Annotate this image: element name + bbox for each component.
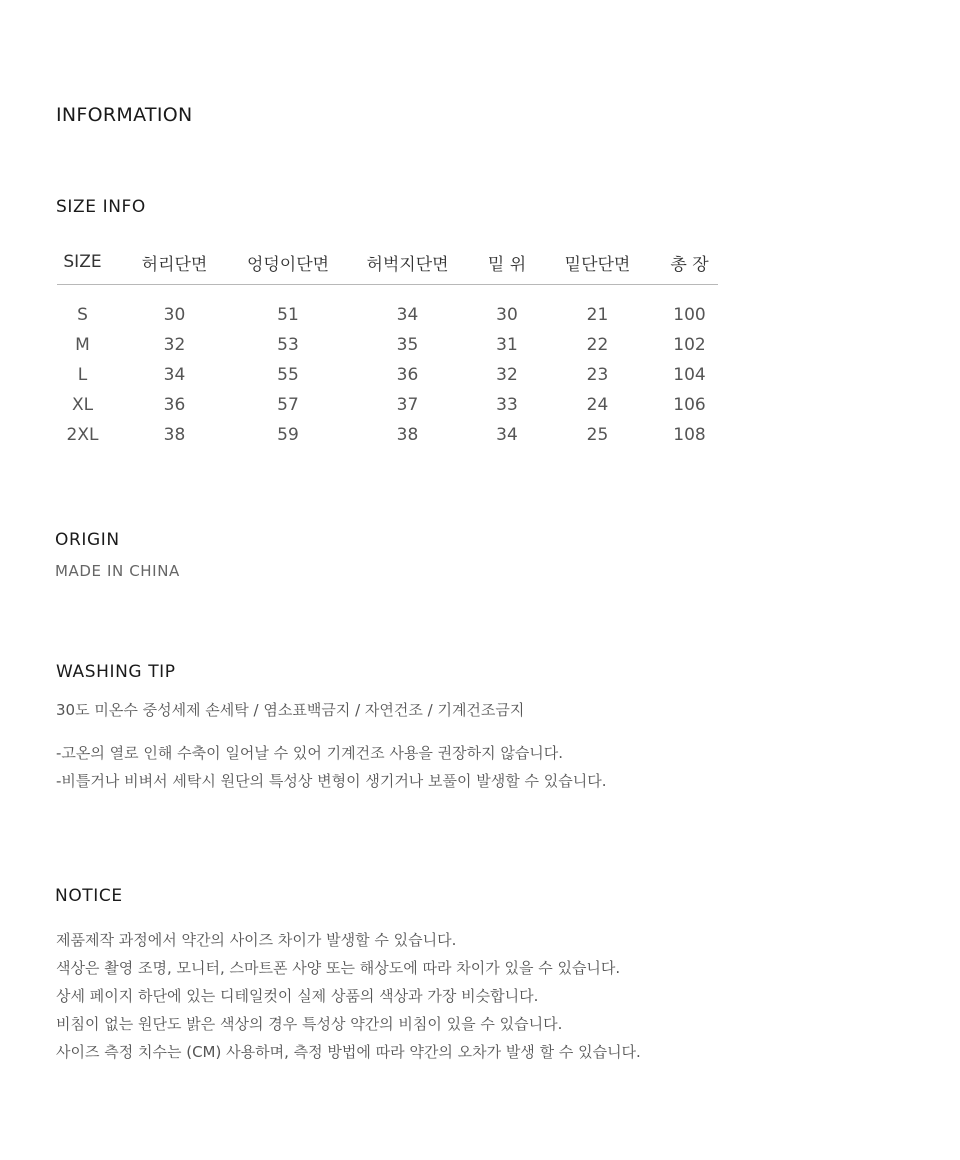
table-cell: 37 <box>396 395 419 415</box>
size-info-heading: SIZE INFO <box>56 197 146 217</box>
table-cell: L <box>77 365 88 385</box>
header-size: SIZE <box>57 240 108 285</box>
table-cell: 22 <box>586 335 609 355</box>
table-cell: 55 <box>277 365 299 385</box>
origin-heading: ORIGIN <box>55 530 120 550</box>
table-cell: 32 <box>496 365 518 385</box>
table-cell: 30 <box>163 305 186 325</box>
origin-text: MADE IN CHINA <box>55 562 180 580</box>
table-cell: 36 <box>396 365 419 385</box>
table-cell: 34 <box>396 305 419 325</box>
header-waist: 허리단면 <box>108 240 241 285</box>
table-cell: 38 <box>163 425 186 445</box>
table-cell: XL <box>71 395 94 415</box>
header-thigh: 허벅지단면 <box>335 240 480 285</box>
header-hip: 엉덩이단면 <box>241 240 335 285</box>
size-table-header-row <box>57 240 718 285</box>
table-row <box>57 420 718 450</box>
table-cell: 30 <box>496 305 518 325</box>
information-heading: INFORMATION <box>56 104 193 126</box>
table-cell: 59 <box>277 425 299 445</box>
table-row <box>57 300 718 330</box>
table-row <box>57 360 718 390</box>
table-cell: 104 <box>673 365 706 385</box>
washing-notes <box>56 743 607 799</box>
table-cell: 38 <box>396 425 419 445</box>
list-item: -고온의 열로 인해 수축이 일어날 수 있어 기계건조 사용을 권장하지 않습니다. <box>56 744 564 762</box>
table-cell: 57 <box>277 395 299 415</box>
table-cell: 35 <box>396 335 419 355</box>
table-cell: 33 <box>496 395 518 415</box>
table-cell: 36 <box>163 395 186 415</box>
table-cell: 108 <box>673 425 706 445</box>
table-cell: 24 <box>586 395 609 415</box>
table-cell: 21 <box>586 305 609 325</box>
list-item: 상세 페이지 하단에 있는 디테일컷이 실제 상품의 색상과 가장 비슷합니다. <box>56 987 539 1005</box>
list-item: 제품제작 과정에서 약간의 사이즈 차이가 발생할 수 있습니다. <box>56 931 457 949</box>
table-row <box>57 330 718 360</box>
table-cell: S <box>77 305 88 325</box>
size-table <box>57 240 718 450</box>
list-item: 색상은 촬영 조명, 모니터, 스마트폰 사양 또는 해상도에 따라 차이가 있을 수 있습니다. <box>56 959 621 977</box>
notice-list <box>56 930 641 1070</box>
header-rise: 밑 위 <box>480 240 534 285</box>
table-cell: 2XL <box>66 425 99 445</box>
washing-tip-heading: WASHING TIP <box>56 662 176 682</box>
table-cell: 34 <box>496 425 518 445</box>
table-cell: 53 <box>277 335 299 355</box>
table-cell: M <box>75 335 90 355</box>
table-cell: 25 <box>586 425 609 445</box>
header-length: 총 장 <box>661 240 718 285</box>
table-cell: 34 <box>163 365 186 385</box>
notice-heading: NOTICE <box>55 886 123 906</box>
table-cell: 23 <box>586 365 609 385</box>
list-item: 사이즈 측정 치수는 (CM) 사용하며, 측정 방법에 따라 약간의 오차가 발생 할 수 있습니다. <box>56 1043 641 1061</box>
list-item: -비틀거나 비벼서 세탁시 원단의 특성상 변형이 생기거나 보풀이 발생할 수 있습니다. <box>56 772 607 790</box>
table-cell: 106 <box>673 395 706 415</box>
washing-instructions: 30도 미온수 중성세제 손세탁 / 염소표백금지 / 자연건조 / 기계건조금지 <box>56 701 525 719</box>
table-row <box>57 390 718 420</box>
header-hem: 밑단단면 <box>534 240 661 285</box>
table-cell: 102 <box>673 335 706 355</box>
table-cell: 31 <box>496 335 518 355</box>
table-cell: 51 <box>277 305 299 325</box>
list-item: 비침이 없는 원단도 밝은 색상의 경우 특성상 약간의 비침이 있을 수 있습니다. <box>56 1015 563 1033</box>
table-cell: 100 <box>673 305 706 325</box>
table-cell: 32 <box>163 335 186 355</box>
